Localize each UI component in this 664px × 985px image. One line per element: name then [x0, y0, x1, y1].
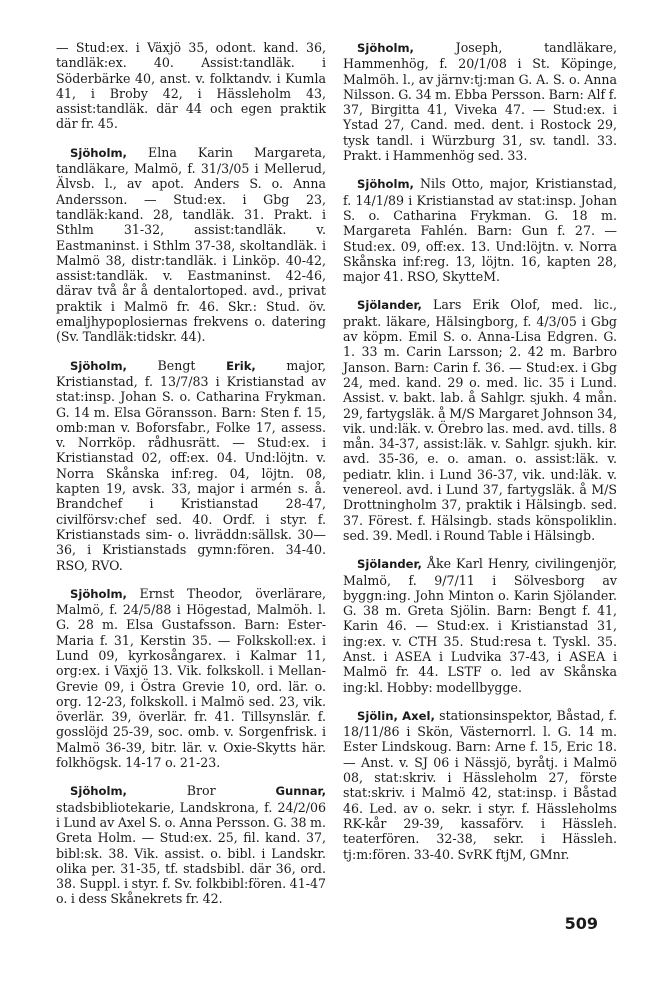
entry-text: Joseph, tandläkare, Hammenhög, f. 20/1/08 i St. Köpinge, Malmöh. l., av järnv:tj:man G. A. S. o. Anna Nilsson. G. 34 m. Ebba Persson. Barn: Alf f. 37, Birgitta 41, Viveka 47. — Stud:ex. i Ystad 27, Cand. med. dent. i Rostock 29, tysk tandl. i Würzburg 31, sv. tandl. 33. Prakt. i Hammenhög sed. 33. — [343, 40, 617, 164]
entry-sjoholm-gunnar — [56, 783, 326, 906]
entry-sjoholm-elna — [56, 145, 326, 345]
entry-sjolander-ake — [343, 556, 617, 695]
entry-continuation — [56, 40, 326, 132]
entry-sjoholm-joseph — [343, 40, 617, 163]
left-column — [56, 40, 326, 920]
entry-text: Lars Erik Olof, med. lic., prakt. läkare, Hälsingborg, f. 4/3/05 i Gbg av köpm. Emil S. o. Anna-Lisa Edgren. G. 1. 33 m. Carin Larsson; 2. 42 m. Barbro Janson. Barn: Carin f. 36. — Stud:ex. i Gbg 24, med. kand. 29 o. med. lic. 35 i Lund. Assist. v. bakt. lab. å Sahlgr. sjukh. 4 mån. 29, fartygsläk. å M/S Margaret Johnson 34, vik. und:läk. v. Örebro las. med. avd. tills. 8 mån. 34-37, assist:läk. v. Sahlgr. sjukh. kir. avd. 35-36, e. o. aman. o. assist:läk. v. pediatr. klin. i Lund 36-37, vik. und:läk. v. venereol. avd. i Lund 37, fartygsläk. å M/S Drottningholm 37, praktik i Hälsingb. sed. 37. Förest. f. Hälsingb. stads könspoliklin. sed. 39. Medl. i Round Table i Hälsingb. — [343, 297, 617, 543]
entry-text: stationsinspektor, Båstad, f. 18/11/86 i Skön, Västernorrl. l. G. 14 m. Ester Lindskoug. Barn: Arne f. 15, Eric 18. — Anst. v. SJ 06 i Nässjö, byråtj. i Malmö 08, stat:skriv. i Hässleholm 27, förste stat:skriv. i Malmö 42, stat:insp. i Båstad 46. Led. av o. sekr. i styr. f. Hässleholms RK-kår 29-39, kassaförv. i Hässleh. teaterfören. 32-38, sekr. i Hässleh. tj:m:fören. 33-40. SvRK ftjM, GMnr. — [343, 707, 617, 862]
entry-text: Åke Karl Henry, civilingenjör, Malmö, f. 9/7/11 i Sölvesborg av byggn:ing. John Minton o. Karin Sjölander. G. 38 m. Greta Sjölin. Barn: Bengt f. 41, Karin 46. — Stud:ex. i Kristianstad 31, ing:ex. v. CTH 35. Stud:resa t. Tyskl. 35. Anst. i ASEA i Ludvika 37-43, i ASEA i Malmö fr. 44. LSTF o. led av Skånska ing:kl. Hobby: modellbygge. — [343, 556, 617, 695]
entry-sjoholm-nils — [343, 176, 617, 284]
entry-call-name: Axel, — [402, 708, 435, 723]
entry-surname: Sjöholm, — [357, 41, 414, 55]
entry-call-name: Erik, — [226, 358, 256, 373]
entry-text: major, Kristianstad, f. 13/7/83 i Kristianstad av stat:insp. Johan S. o. Catharina Frykman. G. 14 m. Elsa Göransson. Barn: Sten f. 15, omb:man v. Boforsfabr., Folke 17, assess. v. Norrköp. rådhusrätt. — Stud:ex. i Kristianstad 02, off:ex. 04. Und:löjtn. v. Norra Skånska inf:reg. 04, löjtn. 08, kapten 19, avsk. 33, major i armén s. å. Brandchef i Kristianstad 28-47, civilförsv:chef sed. 40. Ordf. i styr. f. Kristianstads sim- o. livräddn:sällsk. 30—36, i Kristianstads gymn:fören. 34-40. RSO, RVO. — [56, 357, 326, 573]
entry-surname: Sjölin, — [357, 708, 398, 723]
entry-given-name: Bror — [186, 783, 216, 799]
entry-text: — Stud:ex. i Växjö 35, odont. kand. 36, tandläk:ex. 40. Assist:tandläk. i Söderbärke 40, anst. v. folktandv. i Kumla 41, i Broby 42, i Hässleholm 43, assist:tandläk. där 44 och egen praktik där fr. 45. — [56, 40, 326, 132]
entry-sjoholm-ernst — [56, 586, 326, 771]
right-column — [343, 40, 617, 875]
entry-surname: Sjöholm, — [70, 586, 127, 601]
entry-text: Nils Otto, major, Kristianstad, f. 14/1/89 i Kristianstad av stat:insp. Johan S. o. Catharina Frykman. G. 18 m. Margareta Fahlén. Barn: Gun f. 27. — Stud:ex. 09, off:ex. 13. Und:löjtn. v. Norra Skånska inf:reg. 13, löjtn. 16, kapten 28, major 41. RSO, SkytteM. — [343, 176, 617, 285]
entry-given-name: Bengt — [157, 357, 196, 373]
entry-text: Ernst Theodor, överlärare, Malmö, f. 24/5/88 i Högestad, Malmöh. l. G. 28 m. Elsa Gustafsson. Barn: Ester-Maria f. 31, Kerstin 35. — Folkskoll:ex. i Lund 09, kyrkosångarex. i Kalmar 11, org:ex. i Växjö 13. Vik. folkskoll. i Mellan-Grevie 09, i Östra Grevie 10, ord. lär. o. org. 12-23, folkskoll. i Malmö sed. 23, vik. överlär. 39, överlär. fr. 41. Tillsynslär. f. gosslöjd 25-39, soc. omb. v. Sorgenfrisk. i Malmö 36-39, bitr. lär. v. Oxie-Skytts här. folkhögsk. 14-17 o. 21-23. — [56, 585, 326, 771]
entry-surname: Sjöholm, — [70, 145, 127, 160]
entry-sjoholm-erik — [56, 358, 326, 573]
entry-surname: Sjöholm, — [70, 358, 127, 373]
entry-surname: Sjöholm, — [357, 177, 414, 192]
entry-surname: Sjölander, — [357, 298, 422, 313]
entry-surname: Sjölander, — [357, 557, 422, 572]
entry-text: stadsbibliotekarie, Landskrona, f. 24/2/06 i Lund av Axel S. o. Anna Persson. G. 38 m. Greta Holm. — Stud:ex. 25, fil. kand. 37, bibl:sk. 38. Vik. assist. o. bibl. i Landskr. olika per. 31-35, tf. stadsbibl. där 36, ord. 38. Suppl. i styr. f. Sv. folkbibl:fören. 41-47 o. i dess Skånekrets fr. 42. — [56, 799, 326, 907]
entry-sjolin-axel — [343, 708, 617, 862]
entry-sjolander-lars — [343, 297, 617, 543]
page-number: 509 — [564, 914, 598, 933]
entry-call-name: Gunnar, — [275, 784, 326, 799]
entry-surname: Sjöholm, — [70, 784, 127, 799]
entry-text: Elna Karin Margareta, tandläkare, Malmö, f. 31/3/05 i Mellerud, Älvsb. l., av apot. Anders S. o. Anna Andersson. — Stud:ex. i Gbg 23, tandläk:kand. 28, tandläk. 31. Prakt. i Sthlm 31-32, assist:tandläk. v. Eastmaninst. i Sthlm 37-38, skoltandläk. i Malmö 38, distr:tandläk. i Linköp. 40-42, assist:tandläk. v. Eastmaninst. 42-46, därav två år å dentalortoped. avd., privat praktik i Malmö fr. 46. Skr.: Stud. öv. emaljhypoplosiernas frekvens o. datering (Sv. Tandläk:tidskr. 44). — [56, 144, 326, 345]
